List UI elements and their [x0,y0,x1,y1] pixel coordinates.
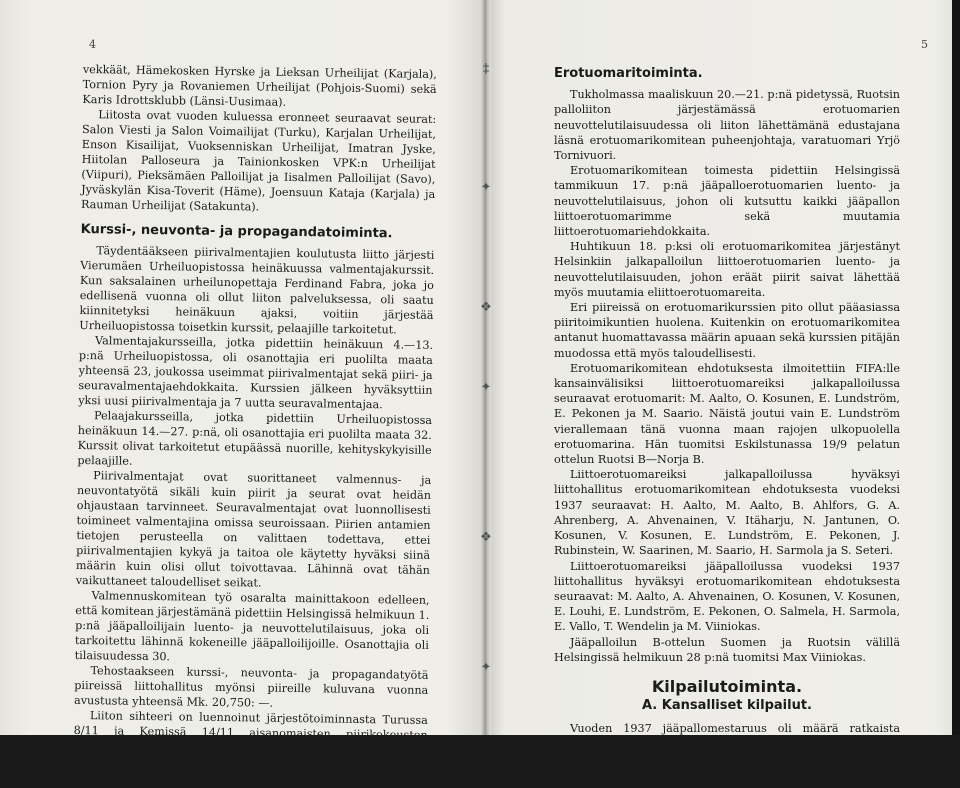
binding-mark-icon: ✦ [480,660,492,675]
section-paragraph: Liiton sihteeri on luennoinut järjestötoiminnasta Turussa 8/11 ja Kemissä 14/11 aisanomaisten piirikokousten yhteydessä. [73,709,428,753]
section-paragraph: Toukokuun 13. p:nä järjestettiin tavanmukainen Helsingin halkijuoksu. [72,754,428,783]
binding-mark-icon: ❖ [480,530,492,545]
right-paragraph: Jääpalloilun B-ottelun Suomen ja Ruotsin välillä Helsingissä helmikuun 28 p:nä tuomitsi Max Viiniokas. [554,635,900,664]
section-paragraph: Valmennuskomitean työ osaralta mainittakoon edelleen, että komitean järjestämänä pidettiin Helsingissä helmikuun 1. p:nä jääpalloilijain luento- ja neuvottelutilaisuus, joka oli tarkoitettu lähinnä kokeneille jääpalloilijoille. Osanottajia oli tilaisuudessa 30. [74,589,430,664]
right-paragraph: Erotuomarikomitean ehdotuksesta ilmoitettiin FIFA:lle kansainvälisiksi liittoerotuomareiksi jalkapalloilussa seuraavat erotuomarit: M. Aalto, O. Kosunen, E. Lundström, E. Pekonen ja M. Saario. Näistä joutui vain E. Lundström vierallemaan tänä vuonna maan rajojen ulkopuolella erotuomarina. Hän tuomitsi Eskilstunassa 19/9 pelatun ottelun Ruotsi B—Norja B. [554,361,900,467]
subsection-heading: A. Kansalliset kilpailut. [642,698,812,714]
section-heading-kurssi: Kurssi-, neuvonta- ja propagandatoiminta. [80,221,393,242]
section-paragraph: Tehostaakseen kurssi-, neuvonta- ja propagandatyötä piireissä liittohallitus myönsi piireille kuluvana vuonna avustusta yhteensä Mk. 20,750: —. [73,664,429,710]
section-paragraph: Valmentajakursseilla, jotka pidettiin heinäkuun 4.—13. p:nä Urheiluopistossa, oli osanottajia eri puolilta maata yhteensä 23, joukossa useimmat piirivalmentajat sekä piiri- ja seuravalmentajaehdokkaita. Kurssien jälkeen hyväksyttiin yksi uusi piirivalmentaja ja 7 uutta seuravalmentajaa. [78,334,434,412]
section-paragraph: Täydentääkseen piirivalmentajien koulutusta liitto järjesti Vierumäen Urheiluopistossa heinäkuussa valmentajakurssit. Kun saksalainen urheilunopettaja Ferdinand Fabra, joka jo edellisenä vuonna oli ollut liiton palveluksessa, oli saatu kiinnitetyksi heinäkuun ajaksi, voitiin järjestää Urheiluopistossa toisetkin kurssit, pelaajille tarkoitetut. [79,244,435,337]
chapter-heading-kilpailu: Kilpailutoiminta. [651,676,803,696]
page-number-left: 4 [89,38,96,51]
intro-paragraph-2: Liitosta ovat vuoden kuluessa eronneet seuraavat seurat: Salon Viesti ja Salon Voimailijat (Turku), Karjalan Urheilijat, Enson Kisailijat, Vuoksenniskan Urheilijat, Imatran Jyske, Hiitolan Palloseura ja Tainionkosken VPK:n Urheilijat (Viipuri), Pieksämäen Palloilijat ja Iisalmen Palloilijat (Savo), Jyväskylän Kisa-Toverit (Häme), Joensuun Kataja (Karjala) ja Rauman Urheilijat (Satakunta). [80,108,437,214]
page-number-right: 5 [921,38,928,51]
right-paragraph: Liittoerotuomareiksi jääpalloilussa vuodeksi 1937 liittohallitus hyväksyi erotuomarikomitean ehdotuksesta seuraavat: M. Aalto, A. Ahvenainen, O. Kosunen, V. Kosunen, E. Louhi, E. Lundström, E. Pekonen, O. Salmela, H. Sarmola, E. Vallo, T. Wendelin ja M. Viiniokas. [554,559,900,634]
binding-mark-icon: ✦ [480,180,492,195]
right-final-paragraph: Vuoden 1937 jääpallomestaruus oli määrä ratkaista yksinkertaisen sarjan avulla, mukana 8 joukkuetta. Talven tulon viivästymisen vuoksi liittohallitus oli pakotettu viime tingassa muut- [554,722,900,781]
book-gutter [481,0,491,735]
right-paragraph: Erotuomarikomitean toimesta pidettiin Helsingissä tammikuun 17. p:nä jääpalloerotuomarien luento- ja neuvottelutilaisuus, johon oli kutsuttu kaikki jääpallon liittoerotuomarimme sekä muutamia liittoerotuomariehdokkaita. [554,164,900,239]
right-paragraph: Tukholmassa maaliskuun 20.—21. p:nä pidetyssä, Ruotsin palloliiton järjestämässä erotuomarien neuvottelutilaisuudessa oli liiton lähettämänä edustajana läsnä erotuomarikomitean puheenjohtaja, varatuomari Yrjö Tornivuori. [554,88,900,163]
section-heading-erotuomari: Erotuomaritoiminta. [554,66,703,81]
binding-mark-icon: ❖ [480,300,492,315]
right-text-column [554,66,900,782]
binding-mark-icon: ‡ [482,62,490,77]
page-edge-shadow [952,0,960,735]
section-paragraph: Pelaajakursseilla, jotka pidettiin Urheiluopistossa heinäkuun 14.—27. p:nä, oli osanottajia eri puolilta maata 32. Kurssit olivat tarkoitetut etupäässä nuorille, kehityskykyisille pelaajille. [77,409,433,468]
right-paragraph: Eri piireissä on erotuomarikurssien pito ollut pääasiassa piiritoimikuntien huolena. Kuitenkin on erotuomarikomitea antanut huomattavassa määrin apuaan sekä kurssien pitäjän muodossa että myös taloudellisesti. [554,301,900,360]
section-paragraph: Piirivalmentajat ovat suorittaneet valmennus- ja neuvontatyötä sikäli kuin piirit ja seurat ovat heidän ohjaustaan tarvinneet. Seuravalmentajat ovat luonnollisesti toimineet valmentajina omissa seuroissaan. Piirien antamien tietojen perusteella on valittaen todettava, ettei piirivalmentajien kykyä ja taitoa ole käytetty hyväksi siinä määrin kuin olisi ollut toivottavaa. Lähinnä ovat tähän vaikuttaneet taloudelliset seikat. [75,469,432,590]
right-paragraph: Liittoerotuomareiksi jalkapalloilussa hyväksyi liittohallitus erotuomarikomitean ehdotuksesta vuodeksi 1937 seuraavat: H. Aalto, M. Aalto, B. Ahlfors, G. A. Ahrenberg, A. Ahvenainen, V. Itäharju, N. Jantunen, O. Kosunen, V. Kosunen, E. Lundström, E. Pekonen, J. Rubinstein, W. Saarinen, M. Saario, H. Sarmola ja S. Seteri. [554,468,900,558]
intro-paragraph-1: vekkäät, Hämekosken Hyrske ja Lieksan Urheilijat (Karjala), Tornion Pyry ja Rovaniemen Urheilijat (Pohjois-Suomi) sekä Karis Idrottsklubb (Länsi-Uusimaa). [82,62,437,109]
left-text-column [73,62,437,788]
right-paragraph: Huhtikuun 18. p:ksi oli erotuomarikomitea järjestänyt Helsinkiin jalkapalloilun liittoerotuomarien luento- ja neuvottelutilaisuuden, johon eräät piirit saivat lähettää myös muutamia eliittoerotuomareita. [554,240,900,299]
binding-mark-icon: ✦ [480,380,492,395]
